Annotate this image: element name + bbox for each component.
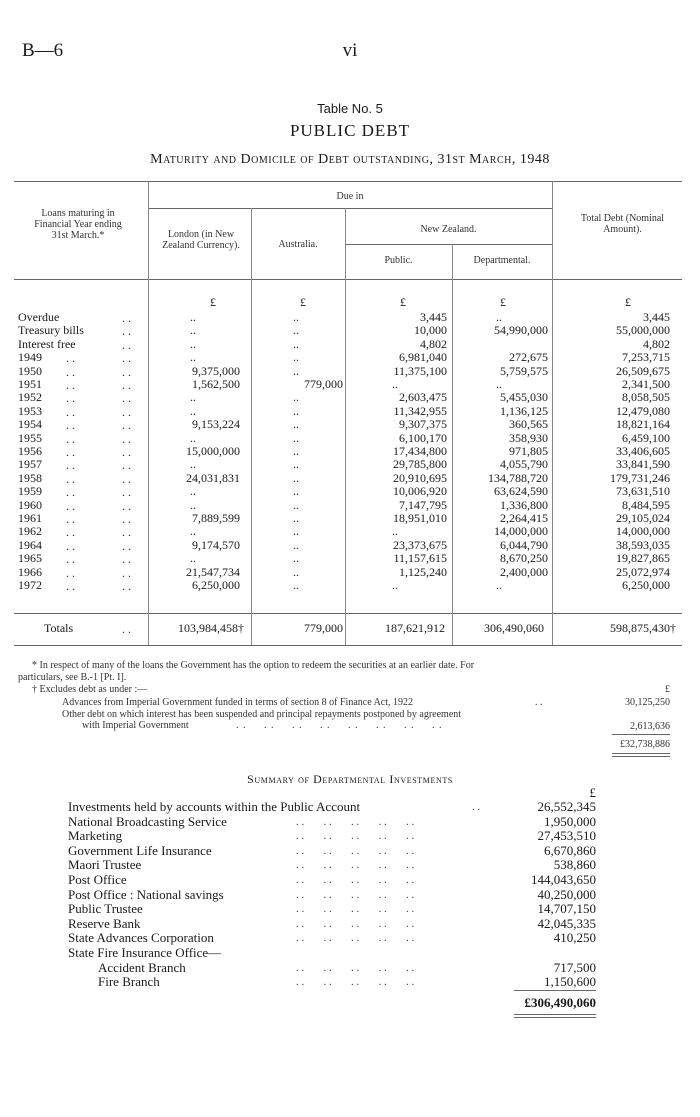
summary-value: 410,250 [553, 930, 596, 946]
cell-london: 9,375,000 [192, 363, 240, 378]
cell-australia: .. [293, 564, 299, 579]
cell-total: 8,058,505 [622, 390, 670, 405]
cell-departmental: .. [496, 310, 502, 324]
cell-departmental: 134,788,720 [488, 470, 548, 485]
dot-leader: . . [122, 404, 131, 419]
dot-leader: . . [66, 538, 75, 553]
cell-australia: .. [293, 310, 299, 324]
cell-total: 33,406,605 [616, 444, 670, 458]
cell-departmental: 4,055,790 [500, 457, 548, 472]
footnote-double-rule-2 [612, 756, 670, 757]
row-label: 1966 [18, 564, 42, 579]
dot-leader: . . [122, 324, 131, 339]
dot-leader: . . [66, 431, 75, 446]
summary-value: 42,045,335 [537, 915, 596, 931]
row-label: 1964 [18, 537, 42, 552]
summary-value: 1,950,000 [544, 813, 596, 829]
summary-value: 40,250,000 [537, 886, 596, 902]
dot-leader: . . [122, 579, 131, 593]
totals-public: 187,621,912 [385, 621, 445, 635]
new-zealand-rule [345, 244, 552, 245]
footnote-double-rule-1 [612, 753, 670, 754]
cell-australia: .. [293, 363, 299, 378]
dot-leader: . . [122, 498, 131, 513]
summary-label: State Fire Insurance Office— [68, 945, 222, 960]
dot-leader: . . [122, 418, 131, 433]
cell-london: 9,153,224 [192, 417, 240, 432]
dot-leader: . . . . . . . . . . [296, 903, 415, 916]
cell-australia: .. [293, 484, 299, 499]
cell-total: 4,802 [643, 336, 670, 351]
cell-public: 11,157,615 [393, 551, 447, 566]
cell-australia: .. [293, 403, 299, 418]
cell-london: 7,889,599 [192, 511, 240, 525]
cell-london: .. [190, 457, 196, 472]
dot-leader: . . [122, 538, 131, 553]
cell-australia: .. [293, 390, 299, 405]
header-new-zealand: New Zealand. [420, 224, 477, 235]
dot-leader: . . [122, 485, 131, 500]
cell-public: 20,910,695 [393, 470, 447, 485]
summary-double-rule-2 [514, 1017, 596, 1018]
cell-departmental: 2,400,000 [500, 564, 548, 579]
cell-departmental: 54,990,000 [494, 323, 548, 338]
dot-leader: . . [122, 391, 131, 406]
cell-departmental: 971,805 [509, 444, 548, 458]
cell-australia: .. [293, 497, 299, 512]
cell-public: 10,000 [414, 323, 447, 338]
cell-departmental: 272,675 [509, 350, 548, 365]
summary-total: £306,490,060 [524, 995, 596, 1010]
summary-value: 538,860 [553, 857, 596, 873]
dot-leader: . . [66, 404, 75, 419]
cell-australia: .. [293, 323, 299, 338]
row-label: 1958 [18, 470, 42, 485]
cell-total: 6,459,100 [622, 430, 670, 445]
header-departmental: Departmental. [473, 255, 531, 266]
cell-total: 14,000,000 [616, 524, 670, 539]
page-reference: B—6 [22, 40, 64, 61]
dot-leader: . . [66, 351, 75, 366]
table-number: Table No. 5 [317, 101, 383, 116]
cell-london: 24,031,831 [186, 470, 240, 485]
row-label: 1972 [18, 578, 42, 592]
dot-leader: . . [66, 525, 75, 540]
page-title: PUBLIC DEBT [289, 121, 411, 140]
cell-total: 55,000,000 [616, 323, 670, 338]
summary-value: 717,500 [553, 959, 596, 975]
page-number: vi [342, 40, 358, 61]
row-label: Interest free [18, 336, 76, 351]
row-label: 1954 [18, 417, 42, 432]
summary-label: State Advances Corporation [68, 930, 214, 946]
dot-leader: . . . . . . . . . . [296, 815, 415, 828]
dot-leader: . . [122, 565, 131, 580]
dot-leader: . . [66, 579, 75, 593]
currency-symbol-4: £ [625, 295, 631, 309]
summary-label: Marketing [68, 828, 123, 844]
cell-total: 25,072,974 [616, 564, 670, 579]
currency-symbol-1: £ [300, 295, 306, 309]
cell-public: 18,951,010 [393, 511, 447, 525]
cell-public: 11,375,100 [393, 363, 447, 378]
dot-leader: . . [66, 378, 75, 392]
header-due-in: Due in [336, 191, 364, 202]
footnote-currency: £ [665, 684, 670, 695]
dot-leader: . . [122, 525, 131, 540]
cell-public: .. [392, 578, 398, 592]
dot-leader: . . [66, 445, 75, 459]
footnote-star-line-1: * In respect of many of the loans the Government has the option to redeem the securities at an earlier date. For [32, 660, 475, 671]
summary-sum-rule [514, 990, 596, 991]
row-label: 1949 [18, 350, 42, 365]
dot-leader: . . . . . . . . . . [296, 844, 415, 857]
cell-total: 8,484,595 [622, 497, 670, 512]
cell-total: 3,445 [643, 310, 670, 324]
summary-label: Post Office : National savings [68, 886, 224, 902]
cell-australia: .. [293, 430, 299, 445]
cell-departmental: 360,565 [509, 417, 548, 432]
cell-public: 9,307,375 [399, 417, 447, 432]
cell-public: 17,434,800 [393, 444, 447, 458]
dot-leader: . . [122, 311, 131, 325]
table-top-rule [14, 181, 682, 182]
row-label: 1955 [18, 430, 42, 445]
row-label: 1961 [18, 511, 42, 525]
cell-departmental: 2,264,415 [500, 511, 548, 525]
dot-leader: . . [66, 471, 75, 486]
dot-leader: . . [122, 552, 131, 567]
dot-leader: . . . . . . . . . . . . . . . . [236, 720, 443, 731]
dot-leader: . . [122, 351, 131, 366]
summary-label: Accident Branch [98, 959, 186, 975]
row-label: Overdue [18, 310, 60, 324]
dot-leader: . . [66, 552, 75, 567]
cell-australia: .. [293, 444, 299, 458]
dot-leader: . . . . . . . . . . [296, 932, 415, 945]
cell-australia: .. [293, 551, 299, 566]
totals-australia: 779,000 [304, 621, 343, 635]
cell-departmental: 1,136,125 [500, 403, 548, 418]
cell-departmental: 63,624,590 [494, 484, 548, 499]
dot-leader: . . . . . . . . . . [296, 888, 415, 901]
header-total-debt: Total Debt (Nominal Amount). [580, 213, 665, 235]
footnote-item-1: Advances from Imperial Government funded in terms of section 8 of Finance Act, 1922 [62, 697, 414, 708]
cell-australia: .. [293, 336, 299, 351]
dot-leader: . . [66, 418, 75, 433]
cell-public: 29,785,800 [393, 457, 447, 472]
cell-departmental: 8,670,250 [500, 551, 548, 566]
cell-london: .. [190, 350, 196, 365]
summary-double-rule-1 [514, 1014, 596, 1015]
table-bottom-rule [14, 645, 682, 646]
cell-public: 7,147,795 [399, 497, 447, 512]
currency-symbol-0: £ [210, 295, 216, 309]
dot-leader: . . [122, 337, 131, 352]
cell-public: 3,445 [420, 310, 447, 324]
dot-leader: . . [66, 512, 75, 526]
totals-total: 598,875,430† [610, 621, 676, 635]
footnote-total: £32,738,886 [620, 739, 670, 750]
cell-total: 73,631,510 [616, 484, 670, 499]
dot-leader: . . [66, 458, 75, 473]
cell-london: .. [190, 390, 196, 405]
footnote-dagger: † Excludes debt as under :— [32, 684, 148, 695]
cell-departmental: 1,336,800 [500, 497, 548, 512]
cell-total: 6,250,000 [622, 578, 670, 592]
dot-leader: . . . . . . . . . . [296, 874, 415, 886]
summary-value: 144,043,650 [531, 872, 596, 887]
summary-label: Post Office [68, 872, 127, 887]
cell-total: 38,593,035 [616, 537, 670, 552]
cell-public: 1,125,240 [399, 564, 447, 579]
footnote-sum-rule [612, 734, 670, 735]
cell-departmental: .. [496, 377, 502, 391]
totals-london: 103,984,458† [178, 621, 244, 635]
cell-total: 7,253,715 [622, 350, 670, 365]
cell-total: 19,827,865 [616, 551, 670, 566]
cell-total: 2,341,500 [622, 377, 670, 391]
cell-london: .. [190, 310, 196, 324]
cell-public: 23,373,675 [393, 537, 447, 552]
summary-label: Fire Branch [98, 974, 160, 990]
dot-leader: . . [66, 364, 75, 379]
cell-public: 2,603,475 [399, 390, 447, 405]
cell-london: .. [190, 524, 196, 539]
cell-public: 6,981,040 [399, 350, 447, 365]
cell-australia: .. [293, 537, 299, 552]
dot-leader: . . [122, 622, 131, 636]
totals-departmental: 306,490,060 [484, 621, 544, 635]
cell-total: 18,821,164 [616, 417, 670, 432]
header-australia: Australia. [278, 239, 318, 250]
summary-value: 27,453,510 [537, 828, 596, 844]
dot-leader: . . . . . . . . . . [296, 961, 415, 974]
summary-label: Reserve Bank [68, 915, 141, 931]
row-label: Treasury bills [18, 323, 84, 338]
cell-public: 11,342,955 [393, 403, 447, 418]
header-bottom-rule [14, 279, 682, 280]
footnote-item-2-line-1: Other debt on which interest has been suspended and principal repayments postponed by agreement [62, 709, 462, 720]
cell-london: 6,250,000 [192, 578, 240, 592]
summary-value: 1,150,600 [544, 974, 596, 990]
cell-london: .. [190, 484, 196, 499]
currency-symbol-3: £ [500, 295, 506, 309]
cell-departmental: 6,044,790 [500, 537, 548, 552]
cell-public: .. [392, 377, 398, 391]
dot-leader: . . [122, 512, 131, 526]
cell-departmental: 14,000,000 [494, 524, 548, 539]
cell-london: .. [190, 430, 196, 445]
dot-leader: . . [66, 391, 75, 406]
dot-leader: . . . . . . . . . . [296, 859, 415, 872]
dot-leader: . . [535, 697, 543, 708]
row-label: 1953 [18, 403, 42, 418]
cell-australia: 779,000 [304, 377, 343, 391]
row-label: 1957 [18, 457, 42, 472]
cell-london: .. [190, 323, 196, 338]
footnote-star-line-2: particulars, see B.-1 [Pt. I]. [18, 672, 127, 683]
summary-label: Investments held by accounts within the Public Account [68, 799, 361, 814]
cell-total: 12,479,080 [616, 403, 670, 418]
summary-value: 26,552,345 [537, 799, 596, 814]
cell-london: 15,000,000 [186, 444, 240, 458]
dot-leader: . . [122, 364, 131, 379]
col-divider-2 [251, 208, 252, 645]
cell-australia: .. [293, 417, 299, 432]
row-label: 1965 [18, 551, 42, 566]
summary-label: Maori Trustee [68, 857, 142, 873]
cell-london: 1,562,500 [192, 377, 240, 391]
dot-leader: . . . . . . . . . . [296, 830, 415, 843]
cell-total: 26,509,675 [616, 363, 670, 378]
row-label: 1962 [18, 524, 42, 539]
header-public: Public. [384, 255, 413, 266]
cell-total: 33,841,590 [616, 457, 670, 472]
dot-leader: . . [122, 445, 131, 459]
header-loans-maturing: Loans maturing in Financial Year ending 31st March.* [34, 208, 122, 241]
row-label: 1951 [18, 377, 42, 391]
cell-australia: .. [293, 578, 299, 592]
dot-leader: . . [122, 431, 131, 446]
cell-public: 6,100,170 [399, 430, 447, 445]
dot-leader: . . . . . . . . . . [296, 976, 415, 989]
table-subtitle: Maturity and Domicile of Debt outstanding, 31st March, 1948 [150, 152, 550, 167]
dot-leader: . . [122, 458, 131, 473]
footnote-item-1-value: 30,125,250 [625, 697, 670, 708]
summary-value: 14,707,150 [537, 901, 596, 917]
summary-title: Summary of Departmental Investments [247, 772, 453, 786]
footnote-item-2-value: 2,613,636 [630, 721, 670, 732]
summary-label: Government Life Insurance [68, 842, 212, 858]
currency-symbol-2: £ [400, 295, 406, 309]
dot-leader: . . [66, 565, 75, 580]
row-label: 1960 [18, 497, 42, 512]
dot-leader: . . [122, 471, 131, 486]
dot-leader: . . [472, 801, 481, 813]
cell-public: .. [392, 524, 398, 539]
cell-australia: .. [293, 524, 299, 539]
cell-departmental: 5,455,030 [500, 390, 548, 405]
summary-label: Public Trustee [68, 901, 143, 917]
footnote-item-2-line-2: with Imperial Government [82, 720, 189, 731]
row-label: 1950 [18, 363, 42, 378]
cell-london: .. [190, 403, 196, 418]
cell-public: 10,006,920 [393, 484, 447, 499]
summary-label: National Broadcasting Service [68, 813, 227, 829]
cell-total: 179,731,246 [610, 470, 670, 485]
cell-departmental: 5,759,575 [500, 363, 548, 378]
dot-leader: . . [66, 485, 75, 500]
cell-departmental: .. [496, 578, 502, 592]
dot-leader: . . . . . . . . . . [296, 917, 415, 930]
cell-london: .. [190, 497, 196, 512]
row-label: 1956 [18, 444, 42, 458]
row-label: 1959 [18, 484, 42, 499]
header-london: London (in New Zealand Currency). [162, 229, 240, 251]
cell-total: 29,105,024 [616, 511, 670, 525]
totals-top-rule [14, 613, 682, 614]
cell-london: 21,547,734 [186, 564, 240, 579]
dot-leader: . . [66, 498, 75, 513]
totals-label: Totals [44, 621, 74, 635]
summary-currency: £ [589, 785, 596, 800]
cell-london: .. [190, 336, 196, 351]
cell-australia: .. [293, 457, 299, 472]
dot-leader: . . [122, 378, 131, 392]
cell-london: .. [190, 551, 196, 566]
cell-departmental: 358,930 [509, 430, 548, 445]
summary-value: 6,670,860 [544, 842, 596, 858]
cell-australia: .. [293, 470, 299, 485]
cell-public: 4,802 [420, 336, 447, 351]
cell-australia: .. [293, 511, 299, 525]
due-in-rule [148, 208, 552, 209]
cell-australia: .. [293, 350, 299, 365]
row-label: 1952 [18, 390, 42, 405]
cell-london: 9,174,570 [192, 537, 240, 552]
